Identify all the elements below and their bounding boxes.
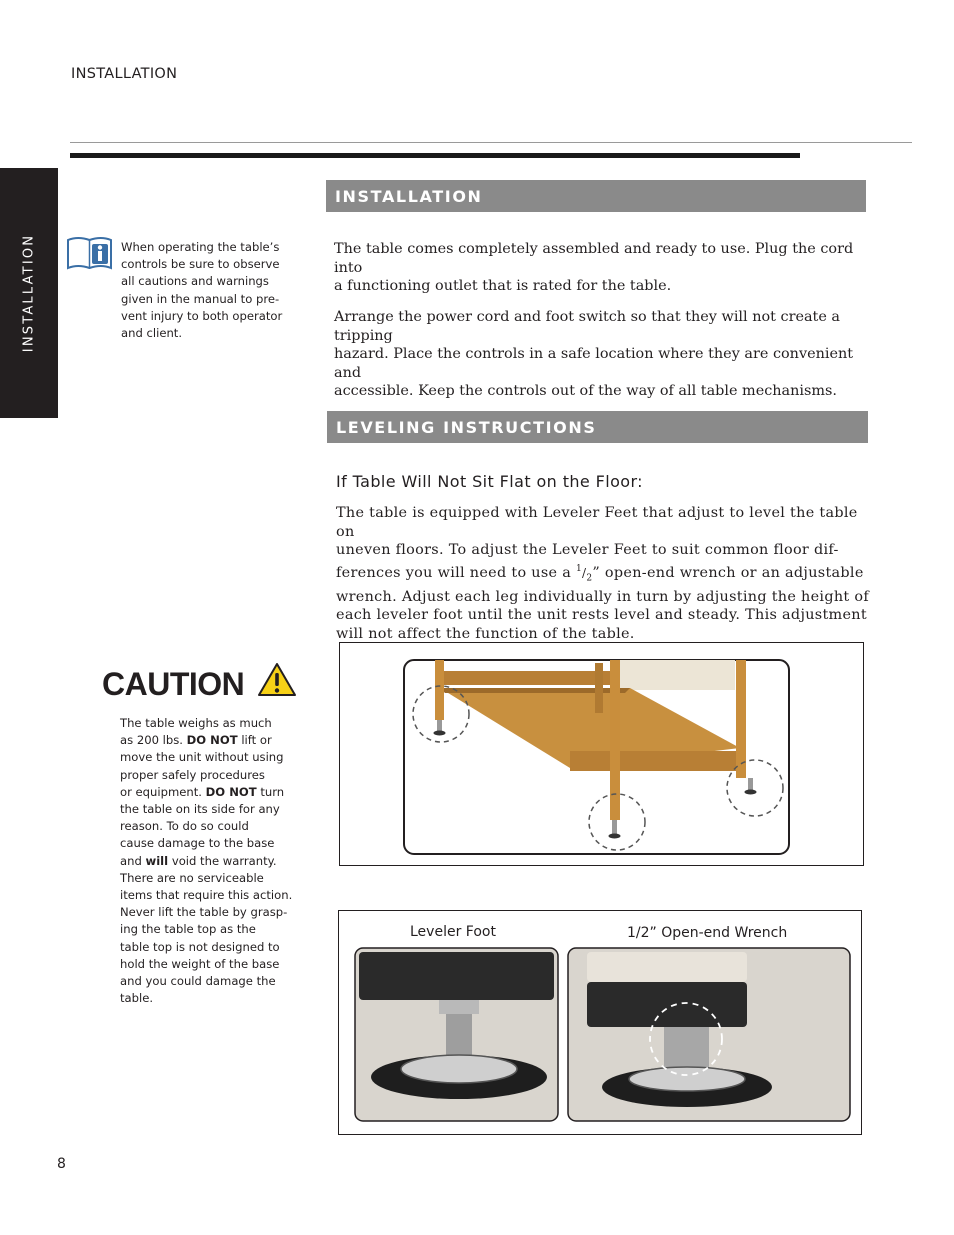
- fraction-numerator: 1: [575, 563, 583, 574]
- emphasis: will: [145, 853, 169, 868]
- wrench-label: 1/2” Open-end Wrench: [627, 925, 788, 941]
- note-line: all cautions and warnings: [121, 274, 269, 289]
- caution-line: and you could damage the: [120, 974, 276, 989]
- text-run: void the warranty.: [171, 853, 277, 868]
- caution-line: proper safely procedures: [120, 767, 265, 782]
- leveling-heading: LEVELING INSTRUCTIONS: [327, 411, 868, 443]
- caution-line: table top is not designed to: [120, 939, 280, 954]
- fraction-denominator: 2: [586, 573, 593, 584]
- info-book-icon: [66, 236, 113, 271]
- paragraph-line: hazard. Place the controls in a safe location where they are convenient and: [334, 346, 854, 381]
- caution-line: The table weighs as much: [120, 716, 272, 730]
- leveler-figure: [338, 910, 862, 1135]
- caution-line: hold the weight of the base: [120, 956, 280, 971]
- caution-line: [120, 784, 308, 801]
- paragraph-line: Arrange the power cord and foot switch so that they will not create a tripping: [334, 309, 840, 344]
- caution-line: There are no serviceable: [120, 870, 264, 885]
- text-run: or equipment.: [120, 784, 202, 799]
- table-illustration: [340, 643, 863, 865]
- paragraph-line: ferences you will need to use a $^1/_2$” open-end wrench or an adjustable: [336, 563, 864, 584]
- caution-text: [120, 715, 308, 1007]
- info-note: [121, 239, 301, 342]
- text-run: and: [120, 853, 142, 868]
- warning-triangle-icon: [257, 662, 297, 698]
- paragraph-line: each leveler foot until the unit rests level and steady. This adjustment: [336, 607, 867, 624]
- note-line: controls be sure to observe: [121, 257, 280, 272]
- leveler-foot-label: Leveler Foot: [410, 924, 496, 940]
- side-tab: [0, 168, 58, 418]
- open-end-wrench-photo: [567, 947, 852, 1122]
- text-run: lift or: [241, 733, 272, 748]
- header-thick-rule: [70, 153, 800, 158]
- paragraph-line: a functioning outlet that is rated for the table.: [334, 278, 672, 294]
- emphasis: DO NOT: [186, 733, 238, 748]
- note-line: given in the manual to pre-: [121, 291, 280, 306]
- caution-line: table.: [120, 991, 154, 1006]
- leveling-subheading: If Table Will Not Sit Flat on the Floor:: [336, 472, 643, 491]
- text-run: turn: [260, 784, 285, 799]
- leveling-paragraph: [336, 504, 876, 643]
- note-line: vent injury to both operator: [121, 308, 283, 323]
- caution-line: reason. To do so could: [120, 819, 249, 834]
- header-thin-rule: [70, 142, 912, 143]
- caution-line: [120, 732, 308, 749]
- paragraph-line: The table comes completely assembled and ready to use. Plug the cord into: [334, 241, 854, 276]
- text-run: as 200 lbs.: [120, 733, 183, 748]
- text-run: ” open-end wrench or an adjustable: [592, 564, 864, 581]
- paragraph-line: The table is equipped with Leveler Feet that adjust to level the table on: [336, 505, 858, 540]
- leveler-foot-photo: [354, 947, 559, 1122]
- caution-line: move the unit without using: [120, 750, 284, 765]
- caution-line: cause damage to the base: [120, 836, 275, 851]
- side-tab-label: INSTALLATION: [21, 233, 37, 353]
- running-header: INSTALLATION: [71, 66, 178, 82]
- caution-line: items that require this action.: [120, 888, 293, 903]
- paragraph-line: wrench. Adjust each leg individually in turn by adjusting the height of: [336, 588, 869, 605]
- paragraph-line: will not affect the function of the table.: [336, 625, 635, 642]
- caution-title: CAUTION: [102, 666, 245, 702]
- caution-line: [120, 853, 308, 870]
- text-run: ferences you will need to use a: [336, 564, 572, 581]
- note-line: When operating the table’s: [121, 240, 280, 254]
- installation-paragraph-1: [334, 240, 874, 296]
- page-number: 8: [57, 1156, 66, 1172]
- paragraph-line: accessible. Keep the controls out of the way of all table mechanisms.: [334, 383, 837, 399]
- installation-heading: INSTALLATION: [326, 180, 866, 212]
- caution-line: the table on its side for any: [120, 802, 280, 817]
- caution-line: ing the table top as the: [120, 922, 256, 937]
- table-figure: [339, 642, 864, 866]
- installation-paragraph-2: [334, 308, 874, 401]
- emphasis: DO NOT: [205, 784, 257, 799]
- caution-line: Never lift the table by grasp-: [120, 905, 288, 920]
- note-line: and client.: [121, 326, 183, 341]
- paragraph-line: uneven floors. To adjust the Leveler Feet to suit common floor dif-: [336, 542, 839, 558]
